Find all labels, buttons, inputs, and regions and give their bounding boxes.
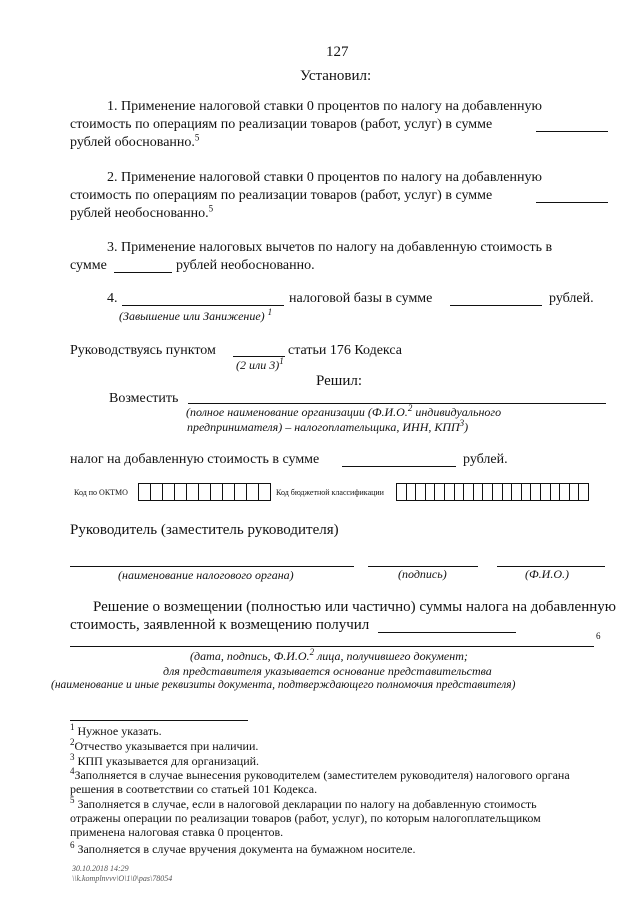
- tax-authority-field[interactable]: [70, 566, 354, 567]
- receipt-hint-1: (дата, подпись, Ф.И.О.$^2$ лица, получившего документ;: [190, 647, 468, 663]
- kbk-cell[interactable]: [531, 484, 541, 500]
- kbk-field[interactable]: [396, 483, 589, 501]
- receipt-field-1[interactable]: [378, 632, 516, 633]
- hint-tax-authority: (наименование налогового органа): [118, 568, 294, 582]
- item-4-direction-field[interactable]: [122, 305, 284, 306]
- hint-fio: (Ф.И.О.): [525, 567, 569, 581]
- reimburse-recipient-field[interactable]: [188, 403, 606, 404]
- item-3-line-2b: рублей необоснованно.: [176, 258, 315, 273]
- footnote-3: $^3$ КПП указывается для организаций.: [70, 752, 260, 768]
- reimburse-hint-2: предпринимателя) – налогоплательщика, ИНН, КПП$^3$): [187, 418, 469, 434]
- kbk-cell[interactable]: [445, 484, 455, 500]
- item-2-amount-field[interactable]: [536, 202, 608, 203]
- oktmo-field[interactable]: [138, 483, 271, 501]
- vat-amount-field[interactable]: [342, 466, 456, 467]
- oktmo-cell[interactable]: [151, 484, 163, 500]
- vat-amount-text-b: рублей.: [463, 452, 508, 467]
- footnote-divider: [70, 720, 248, 721]
- kbk-cell[interactable]: [570, 484, 580, 500]
- item-1-line-2: стоимость по операциям по реализации товаров (работ, услуг) в сумме: [70, 117, 493, 132]
- footnote-6: $^6$ Заполняется в случае вручения документа на бумажном носителе.: [70, 840, 416, 856]
- kbk-cell[interactable]: [397, 484, 407, 500]
- receipt-hint-3: (наименование и иные реквизиты документа, подтверждающего полномочия представителя): [51, 679, 516, 691]
- oktmo-cell[interactable]: [199, 484, 211, 500]
- receipt-footnote-mark: 6: [596, 631, 601, 641]
- guided-hint: (2 или 3)$^1$: [236, 356, 284, 372]
- kbk-cell[interactable]: [541, 484, 551, 500]
- kbk-cell[interactable]: [522, 484, 532, 500]
- heading-decided: Решил:: [316, 373, 363, 389]
- kbk-label: Код бюджетной классификации: [276, 488, 384, 497]
- kbk-cell[interactable]: [503, 484, 513, 500]
- item-1-line-3: рублей обоснованно.$^5$: [70, 132, 200, 150]
- receipt-line-1: Решение о возмещении (полностью или частично) суммы налога на добавленную: [93, 599, 616, 615]
- item-1-line-1: 1. Применение налоговой ставки 0 процентов по налогу на добавленную: [107, 99, 542, 114]
- footnote-4: $^4$Заполняется в случае вынесения руководителем (заместителем руководителя) налогового органа: [70, 766, 570, 782]
- oktmo-cell[interactable]: [247, 484, 259, 500]
- footnote-5-cont: отражены операции по реализации товаров (работ, услуг), по которым налогоплательщиком: [70, 811, 541, 825]
- footer-path: \\k.komplnvvv\О\1\0\pas\78054: [72, 874, 173, 883]
- kbk-cell[interactable]: [464, 484, 474, 500]
- guided-text-b: статьи 176 Кодекса: [288, 343, 402, 358]
- item-4-mid-text: налоговой базы в сумме: [289, 291, 433, 306]
- oktmo-cell[interactable]: [175, 484, 187, 500]
- head-title: Руководитель (заместитель руководителя): [70, 522, 339, 538]
- item-4-number: 4.: [107, 291, 118, 306]
- heading-established: Установил:: [300, 68, 372, 84]
- hint-signature: (подпись): [398, 567, 447, 581]
- receipt-field-2[interactable]: [70, 646, 594, 647]
- item-2-line-1: 2. Применение налоговой ставки 0 процентов по налогу на добавленную: [107, 170, 542, 185]
- kbk-cell[interactable]: [579, 484, 588, 500]
- reimburse-hint-1: (полное наименование организации (Ф.И.О.$^2$ индивидуального: [186, 403, 502, 419]
- kbk-cell[interactable]: [426, 484, 436, 500]
- oktmo-cell[interactable]: [187, 484, 199, 500]
- oktmo-cell[interactable]: [211, 484, 223, 500]
- kbk-cell[interactable]: [416, 484, 426, 500]
- item-4-amount-field[interactable]: [450, 305, 542, 306]
- kbk-cell[interactable]: [512, 484, 522, 500]
- guided-point-field[interactable]: [233, 356, 285, 357]
- reimburse-label: Возместить: [109, 391, 179, 406]
- footer-timestamp: 30.10.2018 14:29: [72, 864, 129, 873]
- receipt-hint-2: для представителя указывается основание представительства: [163, 664, 492, 678]
- footnote-5-cont-2: применена налоговая ставка 0 процентов.: [70, 825, 284, 839]
- kbk-cell[interactable]: [407, 484, 417, 500]
- footnote-2: $^2$Отчество указывается при наличии.: [70, 737, 259, 753]
- item-4-hint: (Завышение или Занижение) $^1$: [119, 307, 273, 323]
- kbk-cell[interactable]: [474, 484, 484, 500]
- footnote-5: $^5$ Заполняется в случае, если в налоговой декларации по налогу на добавленную стоимость: [70, 795, 537, 811]
- item-3-amount-field[interactable]: [114, 272, 172, 273]
- kbk-cell[interactable]: [560, 484, 570, 500]
- kbk-cell[interactable]: [455, 484, 465, 500]
- item-4-end-text: рублей.: [549, 291, 594, 306]
- receipt-line-2: стоимость, заявленной к возмещению получил: [70, 617, 370, 633]
- item-3-line-1: 3. Применение налоговых вычетов по налогу на добавленную стоимость в: [107, 240, 553, 255]
- item-1-amount-field[interactable]: [536, 131, 608, 132]
- kbk-cell[interactable]: [493, 484, 503, 500]
- page-number: 127: [326, 44, 349, 60]
- kbk-cell[interactable]: [483, 484, 493, 500]
- item-3-line-2a: сумме: [70, 258, 107, 273]
- guided-text-a: Руководствуясь пунктом: [70, 343, 216, 358]
- oktmo-cell[interactable]: [139, 484, 151, 500]
- oktmo-cell[interactable]: [235, 484, 247, 500]
- footnote-4-cont: решения в соответствии со статьей 101 Кодекса.: [70, 782, 318, 796]
- kbk-cell[interactable]: [435, 484, 445, 500]
- item-2-line-2: стоимость по операциям по реализации товаров (работ, услуг) в сумме: [70, 188, 493, 203]
- vat-amount-text-a: налог на добавленную стоимость в сумме: [70, 452, 320, 467]
- footnote-1: $^1$ Нужное указать.: [70, 722, 162, 738]
- oktmo-cell[interactable]: [259, 484, 270, 500]
- kbk-cell[interactable]: [551, 484, 561, 500]
- oktmo-cell[interactable]: [223, 484, 235, 500]
- item-2-line-3: рублей необоснованно.$^5$: [70, 203, 214, 221]
- oktmo-label: Код по ОКТМО: [74, 488, 128, 497]
- oktmo-cell[interactable]: [163, 484, 175, 500]
